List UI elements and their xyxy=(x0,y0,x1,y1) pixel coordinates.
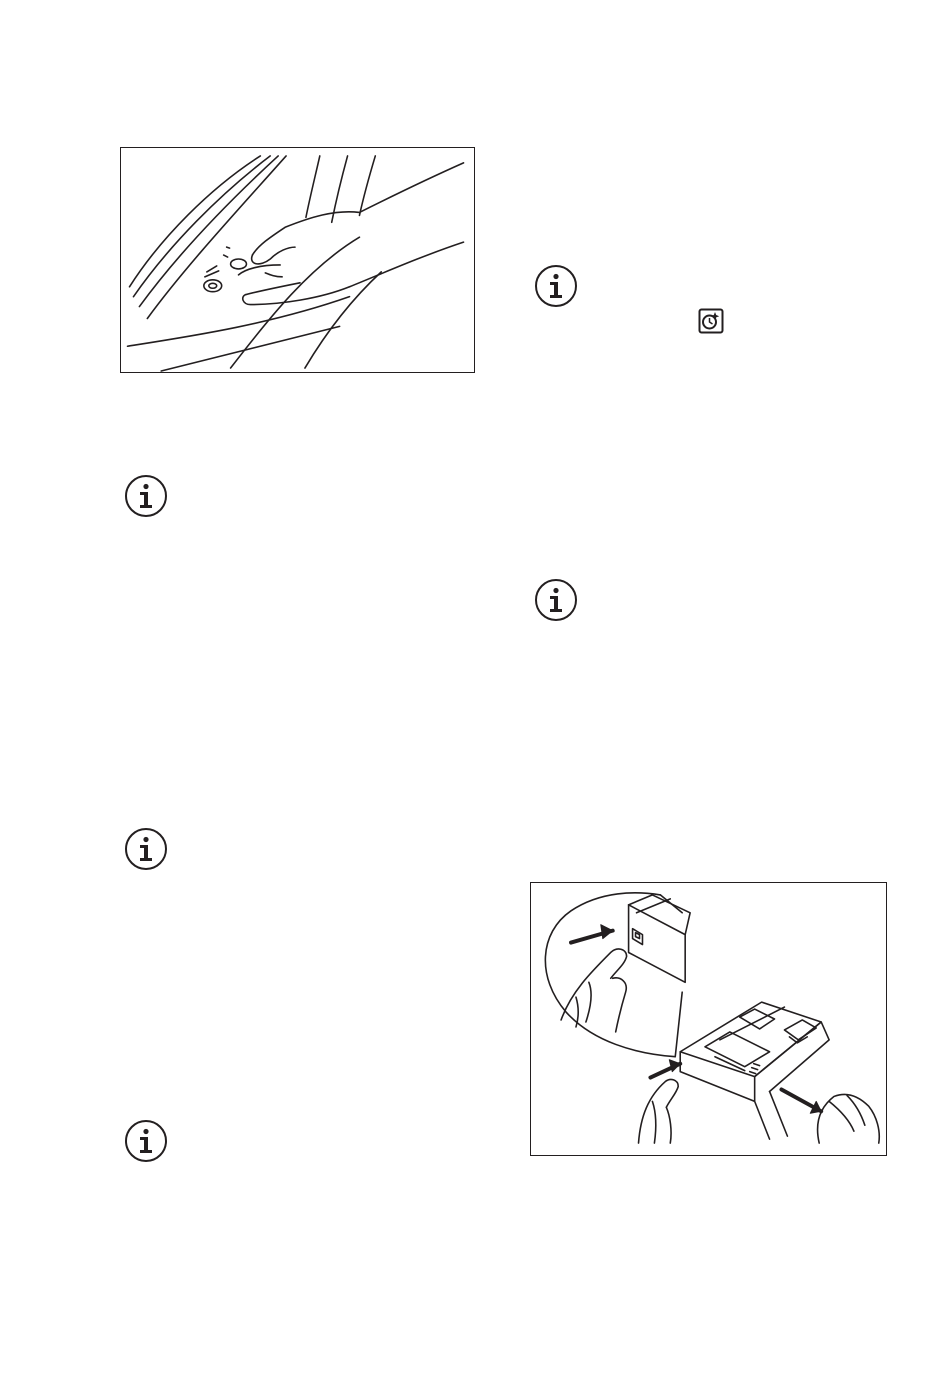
info-icon xyxy=(124,474,168,518)
info-icon xyxy=(534,578,578,622)
info-icon xyxy=(124,1119,168,1163)
drum-clean-program-icon xyxy=(698,308,724,334)
detergent-dispenser-removal-illustration xyxy=(530,882,887,1156)
dispenser-drawer-release-drawing xyxy=(531,883,886,1155)
info-icon xyxy=(534,264,578,308)
drum-paddle-illustration xyxy=(120,147,475,373)
info-icon xyxy=(124,827,168,871)
hand-pressing-drum-paddle-drawing xyxy=(121,148,474,372)
